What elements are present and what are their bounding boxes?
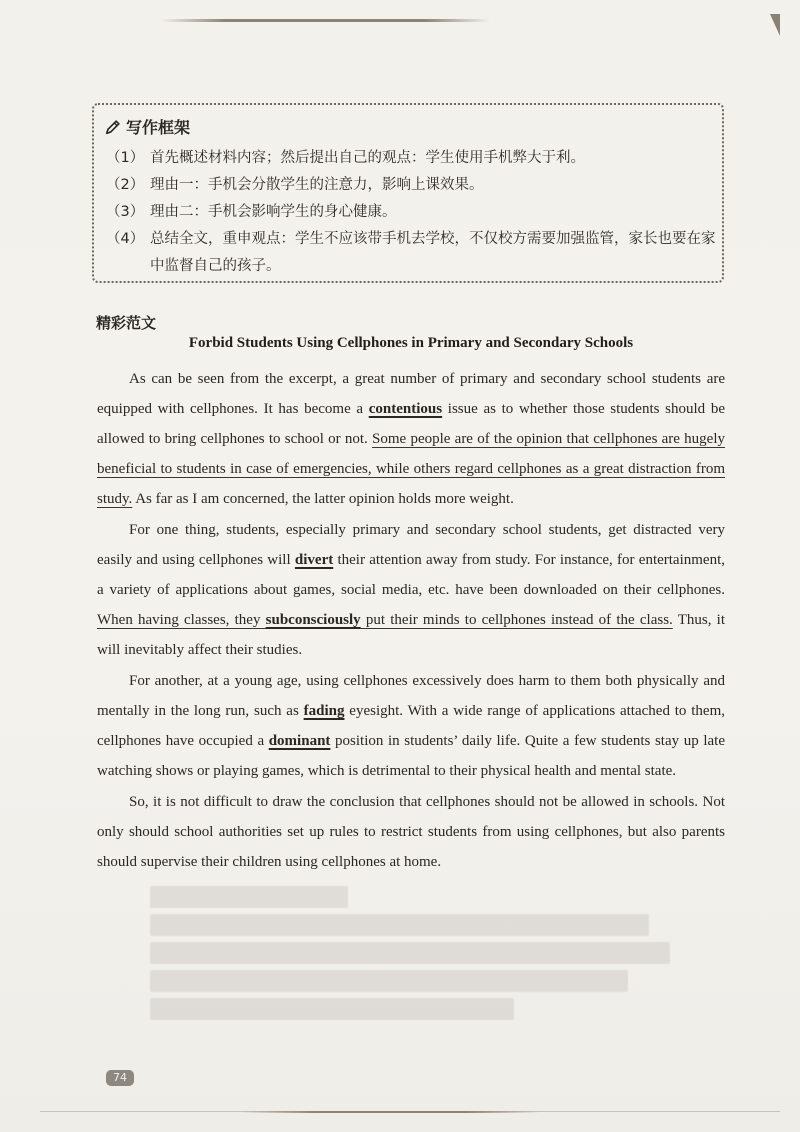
- page-number: 74: [106, 1070, 134, 1086]
- vocab-highlight: divert: [294, 552, 334, 568]
- framework-title-text: 写作框架: [126, 118, 191, 137]
- corner-mark: [770, 14, 780, 36]
- underlined-sentence: Some people are of the opinion that cellphones are hugely beneficial to students in case of emergencies, while others regard cellphones as a great distraction from study.: [97, 431, 726, 507]
- show-through-text: [150, 886, 670, 1016]
- framework-item-number: （2）: [106, 177, 145, 193]
- vocab-highlight: fading: [303, 703, 345, 719]
- vocab-highlight: dominant: [268, 733, 331, 749]
- essay-paragraph-3: For another, at a young age, using cellphones excessively does harm to them both physically and mentally in the long run, such as fading eyesight. With a wide range of applications attached to them, cellphones have occupied a dominant position in students’ daily life. Quite a few students stay up late watching shows or playing games, which is detrimental to their physical health and mental state.: [97, 673, 725, 779]
- framework-item: [106, 145, 718, 172]
- vocab-highlight: subconsciously: [265, 612, 361, 628]
- essay-paragraph-4: So, it is not difficult to draw the conclusion that cellphones should not be allowed in schools. Not only should school authorities set up rules to restrict students from using cellphones, but also parents should supervise their children using cellphones at home.: [97, 794, 725, 870]
- vocab-highlight: contentious: [368, 401, 443, 417]
- framework-item-text: 理由一：手机会分散学生的注意力，影响上课效果。: [150, 177, 484, 193]
- section-heading: 精彩范文: [96, 314, 157, 332]
- underlined-sentence: When having classes, they subconsciously put their minds to cellphones instead of the class.: [97, 612, 673, 628]
- essay-title: Forbid Students Using Cellphones in Primary and Secondary Schools: [188, 335, 634, 351]
- framework-item-text: 首先概述材料内容；然后提出自己的观点：学生使用手机弊大于利。: [150, 150, 585, 166]
- framework-item-text: 理由二：手机会影响学生的身心健康。: [150, 204, 397, 220]
- bottom-decorative-rule: [240, 1111, 540, 1113]
- top-decorative-rule: [160, 19, 490, 22]
- framework-item-number: （3）: [106, 204, 145, 220]
- essay-paragraph-2: For one thing, students, especially primary and secondary school students, get distracted very easily and using cellphones will divert their attention away from study. For instance, for entertainment, a variety of applications about games, social media, etc. have been downloaded on their cellphones. When having classes, they subconsciously put their minds to cellphones instead of the class. Thus, it will inevitably affect their studies.: [97, 522, 726, 658]
- pencil-icon: [104, 118, 122, 136]
- framework-item: [106, 226, 718, 280]
- framework-item-number: （4）: [106, 231, 145, 247]
- essay-paragraph-1: As can be seen from the excerpt, a great number of primary and secondary school students are equipped with cellphones. It has become a contentious issue as to whether those students should be allowed to bring cellphones to school or not. Some people are of the opinion that cellphones are hugely beneficial to students in case of emergencies, while others regard cellphones as a great distraction from study. As far as I am concerned, the latter opinion holds more weight.: [97, 371, 726, 507]
- framework-item-text: 总结全文，重申观点：学生不应该带手机去学校，不仅校方需要加强监管，家长也要在家中监督自己的孩子。: [150, 231, 716, 274]
- essay-body: [97, 364, 725, 878]
- framework-list: [106, 145, 718, 280]
- framework-item-number: （1）: [106, 150, 145, 166]
- framework-item: [106, 172, 718, 199]
- writing-framework-title: [104, 115, 190, 138]
- framework-item: [106, 199, 718, 226]
- writing-framework-box: [92, 103, 724, 283]
